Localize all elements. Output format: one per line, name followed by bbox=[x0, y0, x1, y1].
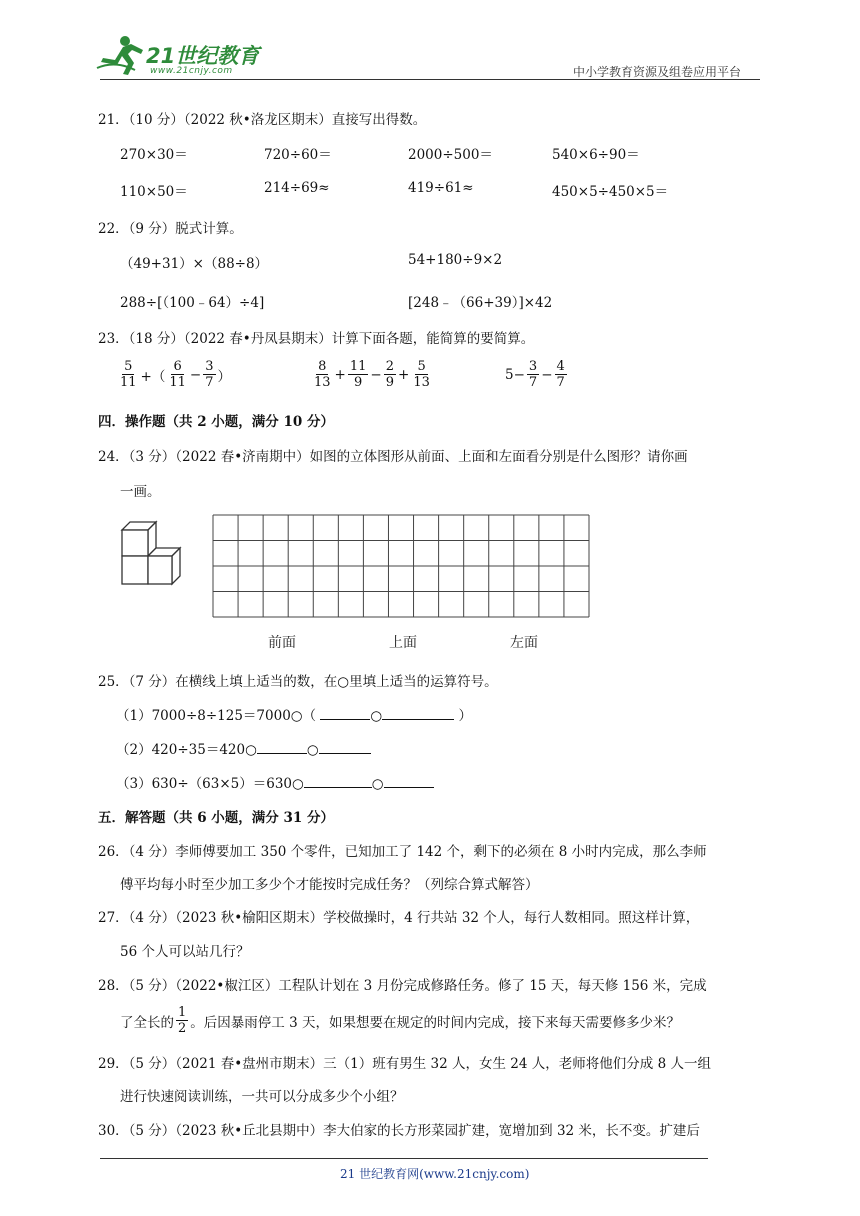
fraction: $\frac{3}{7}$ bbox=[528, 359, 538, 390]
fraction: $\frac{6}{11}$ bbox=[169, 359, 186, 390]
footer-rule bbox=[100, 1158, 708, 1159]
q22-item: 54+180÷9×2 bbox=[408, 252, 503, 268]
fraction: $\frac{8}{13}$ bbox=[314, 359, 331, 390]
q27-line-2: 56 个人可以站几行？ bbox=[120, 944, 250, 960]
q21-item: 540×6÷90＝ bbox=[552, 147, 640, 163]
q29-line-1: 29．（5 分）（2021 春•盘州市期末）三（1）班有男生 32 人，女生 24 人，老师将他们分成 8 人一组 bbox=[98, 1056, 711, 1072]
answer-blank[interactable] bbox=[319, 741, 371, 754]
logo-text: 21世纪教育 bbox=[146, 44, 260, 68]
view-label-front: 前面 bbox=[268, 635, 296, 651]
q21-item: 450×5÷450×5＝ bbox=[552, 184, 669, 200]
q23-expression-1: $\frac{5}{11}$ +（ $\frac{6}{11}$ − $\frac{3}{7}$ ） bbox=[120, 359, 231, 390]
q24-line-2: 一画。 bbox=[120, 484, 161, 500]
q21-item: 214÷69≈ bbox=[264, 180, 330, 196]
fraction: $\frac{11}{9}$ bbox=[349, 359, 367, 390]
q25-part-1: （1）7000÷8÷125＝7000○（ ○ ） bbox=[116, 708, 472, 724]
answer-blank[interactable] bbox=[320, 707, 370, 720]
runner-logo-icon bbox=[95, 34, 147, 76]
q28-line-2: 了全长的 $\frac{1}{2}$ 。后因暴雨停工 3 天，如果想要在规定的时间内完成，接下来每天需要修多少米？ bbox=[120, 1005, 680, 1036]
q21-item: 270×30＝ bbox=[120, 147, 188, 163]
fraction: $\frac{3}{7}$ bbox=[205, 359, 214, 390]
fraction: $\frac{1}{2}$ bbox=[178, 1005, 187, 1036]
footer-text: 21 世纪教育网(www.21cnjy.com) bbox=[340, 1167, 530, 1181]
q21-title: 21．（10 分）（2022 秋•洛龙区期末）直接写出得数。 bbox=[98, 112, 427, 128]
q28-line-1: 28．（5 分）（2022•椒江区）工程队计划在 3 月份完成修路任务。修了 15 天，每天修 156 米，完成 bbox=[98, 978, 707, 994]
q25-part-2: （2）420÷35＝420○ ○ bbox=[116, 738, 371, 758]
view-label-left: 左面 bbox=[510, 635, 538, 651]
view-label-top: 上面 bbox=[389, 635, 417, 651]
section-5-title: 五．解答题（共 6 小题，满分 31 分） bbox=[98, 810, 334, 826]
q27-line-1: 27．（4 分）（2023 秋•榆阳区期末）学校做操时，4 行共站 32 个人，每行人数相同。照这样计算， bbox=[98, 910, 700, 926]
logo-url: www.21cnjy.com bbox=[150, 66, 233, 76]
fraction: $\frac{5}{11}$ bbox=[120, 359, 137, 390]
drawing-grid bbox=[212, 514, 590, 618]
q22-item: （49+31）×（88÷8） bbox=[120, 256, 269, 272]
fraction: $\frac{2}{9}$ bbox=[385, 359, 394, 390]
cube-figure bbox=[118, 520, 188, 592]
q26-line-2: 傅平均每小时至少加工多少个才能按时完成任务？（列综合算式解答） bbox=[120, 877, 539, 893]
q21-item: 419÷61≈ bbox=[408, 180, 474, 196]
q26-line-1: 26．（4 分）李师傅要加工 350 个零件，已知加工了 142 个，剩下的必须在 8 小时内完成，那么李师 bbox=[98, 844, 707, 860]
header-platform-text: 中小学教育资源及组卷应用平台 bbox=[573, 65, 742, 79]
q21-item: 2000÷500＝ bbox=[408, 147, 493, 163]
q25-title: 25．（7 分）在横线上填上适当的数，在○里填上适当的运算符号。 bbox=[98, 674, 498, 690]
q29-line-2: 进行快速阅读训练，一共可以分成多少个小组？ bbox=[120, 1089, 404, 1105]
q22-item: [248﹣（66+39）]×42 bbox=[408, 295, 553, 311]
q23-expression-3: 5− $\frac{3}{7}$ − $\frac{4}{7}$ bbox=[505, 359, 565, 390]
q23-title: 23．（18 分）（2022 春•丹凤县期末）计算下面各题，能简算的要简算。 bbox=[98, 331, 535, 347]
q30-line-1: 30．（5 分）（2023 秋•丘北县期中）李大伯家的长方形菜园扩建，宽增加到 32 米，长不变。扩建后 bbox=[98, 1123, 700, 1139]
answer-blank[interactable] bbox=[304, 775, 372, 788]
q21-item: 110×50＝ bbox=[120, 184, 188, 200]
header-rule bbox=[100, 79, 760, 80]
fraction: $\frac{5}{13}$ bbox=[413, 359, 430, 390]
q24-line-1: 24．（3 分）（2022 春•济南期中）如图的立体图形从前面、上面和左面看分别是什么图形？请你画 bbox=[98, 449, 688, 465]
q23-expression-2: $\frac{8}{13}$ + $\frac{11}{9}$ − $\frac{2}{9}$ + $\frac{5}{13}$ bbox=[314, 359, 430, 390]
fraction: $\frac{4}{7}$ bbox=[556, 359, 565, 390]
q22-item: 288÷[（100﹣64）÷4] bbox=[120, 295, 265, 311]
q21-item: 720÷60＝ bbox=[264, 147, 332, 163]
answer-blank[interactable] bbox=[382, 707, 454, 720]
q25-part-3: （3）630÷（63×5）＝630○ ○ bbox=[116, 772, 434, 792]
answer-blank[interactable] bbox=[257, 741, 307, 754]
section-4-title: 四．操作题（共 2 小题，满分 10 分） bbox=[98, 414, 334, 430]
q22-title: 22．（9 分）脱式计算。 bbox=[98, 221, 243, 237]
answer-blank[interactable] bbox=[384, 775, 434, 788]
